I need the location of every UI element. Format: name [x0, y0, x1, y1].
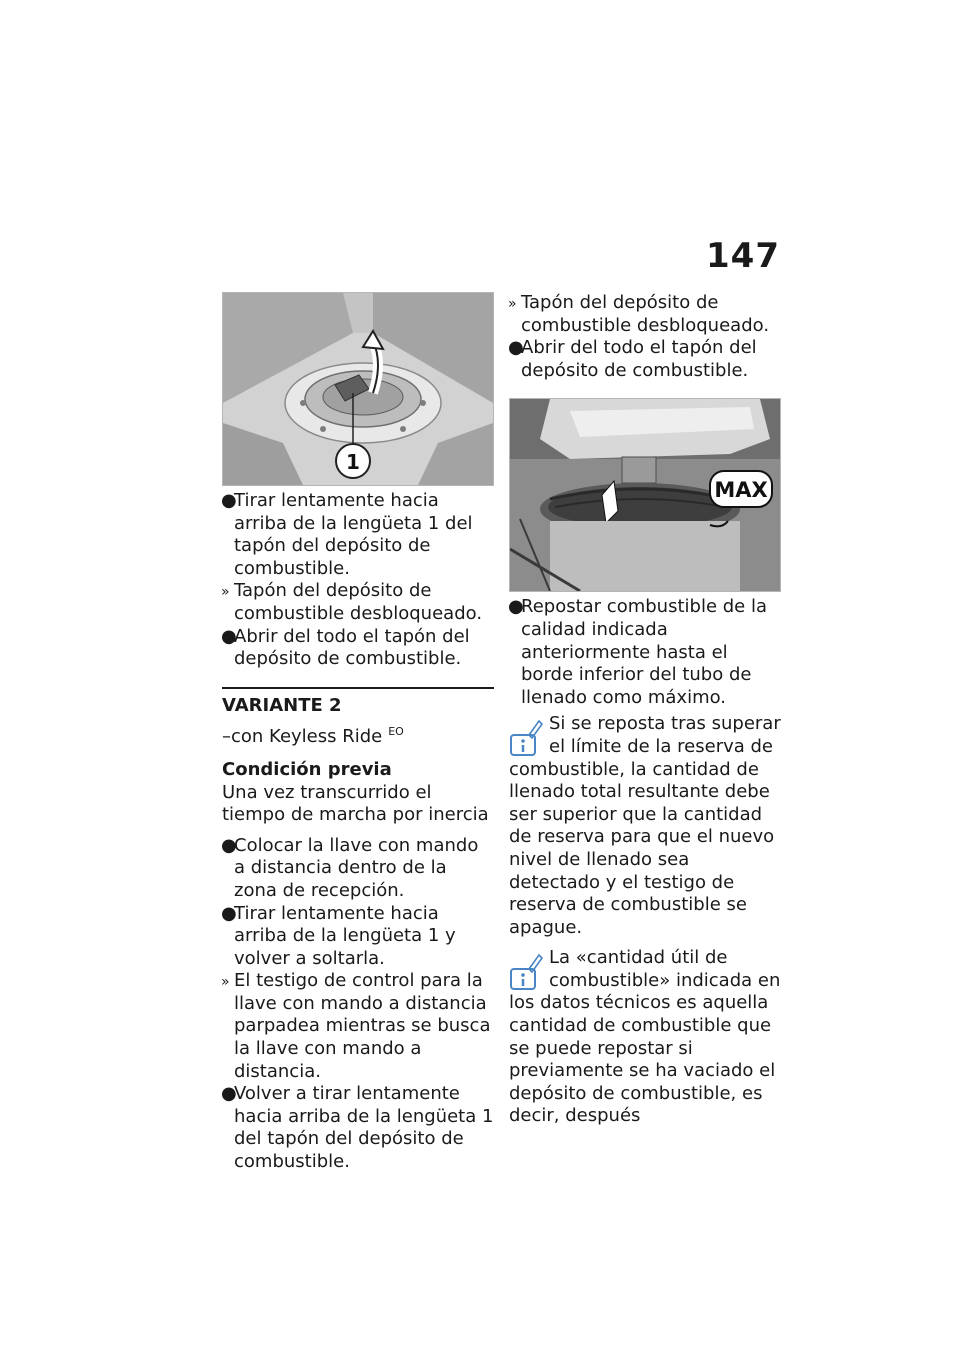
instruction-list-1: [222, 490, 494, 671]
list-item: ● Abrir del todo el tapón del depósito de combustible.: [508, 337, 757, 381]
fuel-filler-max-figure: [509, 398, 781, 592]
right-column: [509, 292, 781, 1128]
section-divider: [222, 687, 494, 689]
fuel-cap-figure: [222, 292, 494, 486]
bullet-icon: ●: [221, 834, 237, 856]
list-item: ● Tirar lentamente hacia arriba de la lengüeta 1 del tapón del depósito de combustible.: [221, 490, 473, 579]
list-item: ● Repostar combustible de la calidad indicada anteriormente hasta el borde inferior del tubo de llenado como máximo.: [508, 596, 767, 708]
result-arrow-icon: »: [221, 974, 230, 991]
list-item: ● Volver a tirar lentamente hacia arriba de la lengüeta 1 del tapón del depósito de combustible.: [221, 1083, 494, 1173]
bullet-icon: ●: [221, 902, 237, 924]
instruction-list-4: [509, 596, 781, 709]
bullet-icon: ●: [221, 625, 237, 647]
callout-1-label: 1: [346, 450, 360, 474]
left-column: [222, 292, 494, 1174]
precondition-heading: Condición previa: [222, 758, 392, 780]
info-pencil-icon: [509, 951, 543, 991]
precondition-text: Una vez transcurrido el tiempo de marcha por inercia: [222, 781, 489, 826]
fuel-filler-illustration: [510, 399, 780, 591]
result-arrow-icon: »: [508, 296, 517, 312]
fuel-cap-illustration: [223, 293, 493, 485]
instruction-list-2: [222, 835, 494, 1174]
bullet-icon: ●: [221, 490, 237, 511]
instruction-list-3: [509, 292, 781, 382]
variant-condition: –con Keyless Ride $^{EO}$: [222, 725, 404, 748]
bullet-icon: ●: [221, 1083, 237, 1105]
page-number: 147: [706, 236, 780, 276]
bullet-icon: ●: [508, 596, 524, 618]
list-item: ● Colocar la llave con mando a distancia dentro de la zona de recepción.: [221, 834, 479, 901]
info-note-2: La «cantidad útil de combustible» indicada en los datos técnicos es aquella cantidad de combustible que se puede repostar si previamente se ha vaciado el depósito de combustible, es decir, después: [509, 947, 781, 1127]
list-item: » Tapón del depósito de combustible desbloqueado.: [221, 580, 483, 624]
info-note-1: Si se reposta tras superar el límite de la reserva de combustible, la cantidad de llenado total resultante debe ser superior que la cantidad de reserva para que el nuevo nivel de llenado sea detectado y el testigo de reserva de combustible se apague.: [509, 713, 781, 938]
variant-heading: VARIANTE 2: [222, 694, 342, 716]
list-item: » El testigo de control para la llave con mando a distancia parpadea mientras se busca la llave con mando a distancia.: [221, 970, 491, 1082]
bullet-icon: ●: [508, 337, 524, 359]
list-item: » Tapón del depósito de combustible desbloqueado.: [508, 292, 770, 336]
variant-code: EO: [388, 725, 404, 739]
info-pencil-icon: [509, 717, 543, 757]
max-label: MAX: [714, 478, 768, 503]
list-item: ● Tirar lentamente hacia arriba de la lengüeta 1 y volver a soltarla.: [221, 902, 456, 969]
list-item: ● Abrir del todo el tapón del depósito de combustible.: [221, 625, 470, 670]
result-arrow-icon: »: [221, 584, 230, 601]
